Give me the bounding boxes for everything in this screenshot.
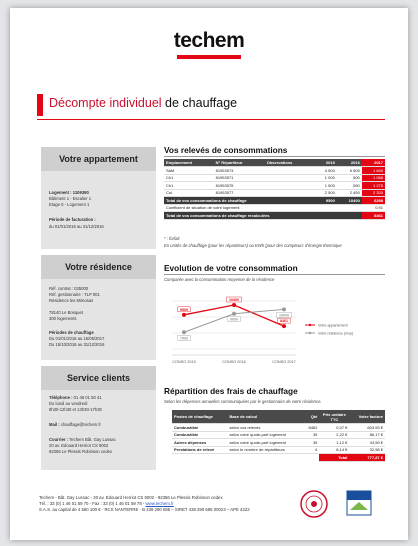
evolution-chart bbox=[164, 287, 385, 369]
table-cell: 1 640 bbox=[362, 167, 385, 175]
service-telephone-value: 01 46 01 50 41 bbox=[72, 395, 102, 400]
releves-note-forfait: * : forfait bbox=[164, 236, 180, 241]
table-cell: 81953573 bbox=[214, 167, 265, 175]
repartition-header-row bbox=[172, 410, 385, 424]
table-cell: 1,12 € bbox=[319, 439, 349, 447]
table-cell: 2 500 bbox=[314, 189, 337, 197]
page-title-prefix: Décompte individuel bbox=[49, 96, 162, 110]
footer-phone: Tél. : 33 (0) 1 46 01 59 70 - Fax : 33 (0) 1 46 01 59 78 - bbox=[39, 501, 146, 506]
releves-col-repartiteur: N° Répartiteur bbox=[214, 159, 265, 167]
table-cell: Cui bbox=[164, 189, 214, 197]
chart-legend-marker bbox=[309, 324, 311, 326]
footer-address: Techem - Bât. Gay Lussac - 20 av. Edouard Herriot CS 9002 - 92356 Le Plessis Robinson cedex bbox=[39, 495, 223, 500]
table-cell: selon vos relevés bbox=[227, 424, 303, 432]
releves-total-2017: 6298 bbox=[362, 197, 385, 205]
residence-heading: Votre résidence bbox=[41, 255, 156, 279]
residence-periode-1: Du 01/01/2016 au 15/05/2017 bbox=[49, 336, 105, 341]
repartition-heading: Répartition des frais de chauffage bbox=[164, 386, 298, 396]
residence-contrat: Réf. contrat : 025000 bbox=[49, 286, 89, 291]
service-courrier-line1: Techem Bât. Gay Lussac bbox=[68, 437, 116, 442]
table-cell: 32,58 € bbox=[349, 446, 385, 454]
releves-table bbox=[164, 159, 385, 220]
table-cell: 81953575 bbox=[214, 182, 265, 190]
chart-point bbox=[232, 303, 236, 307]
table-cell: 1 500 bbox=[314, 182, 337, 190]
table-cell: Combustible bbox=[172, 431, 227, 439]
repartition-table bbox=[172, 410, 385, 462]
table-cell: 43,59 € bbox=[349, 439, 385, 447]
techem-logo bbox=[10, 30, 408, 52]
footer-legal: S.A.S. au capital de 4 560 100 € · RCS NANTERRE · B 439 290 685 – SIRET 439 290 685 00023 – APE 4322 bbox=[39, 507, 250, 512]
service-jours: Du lundi au vendredi bbox=[49, 401, 88, 406]
chart-tick-label: CONSO 2015 bbox=[172, 360, 196, 364]
table-cell: 81953571 bbox=[214, 174, 265, 182]
service-heading: Service clients bbox=[41, 366, 156, 390]
page-title bbox=[49, 96, 237, 110]
evolution-subtitle: Comparée avec la consommation moyenne de la résidence bbox=[164, 277, 275, 282]
chart-data-label: 9600 bbox=[230, 317, 238, 322]
chart-tick-label: CONSO 2016 bbox=[222, 360, 246, 364]
title-accent-bar bbox=[37, 94, 43, 116]
releves-coef-row bbox=[164, 204, 385, 212]
table-cell: 603,53 € bbox=[349, 424, 385, 432]
releves-heading: Vos relevés de consommations bbox=[164, 145, 288, 155]
table-cell: 6 500 bbox=[337, 167, 362, 175]
apartment-heading: Votre appartement bbox=[41, 147, 156, 171]
apartment-periode-label-text: Période de facturation : bbox=[49, 217, 96, 222]
certification-seal-icon bbox=[300, 490, 328, 518]
table-row bbox=[164, 167, 385, 175]
table-cell: 39 bbox=[303, 431, 319, 439]
table-cell bbox=[265, 182, 314, 190]
releves-recalc-value: 8461 bbox=[362, 212, 385, 220]
chart-legend-label: Votre résidence (moy) bbox=[318, 331, 354, 336]
table-cell: selon le nombre de répartiteurs bbox=[227, 446, 303, 454]
table-cell: 2,22 € bbox=[319, 431, 349, 439]
table-row bbox=[172, 446, 385, 454]
chart-data-label: 7900 bbox=[180, 336, 188, 341]
repartition-col-postes: Postes de chauffage bbox=[172, 410, 227, 424]
table-cell bbox=[265, 167, 314, 175]
table-cell: 500 bbox=[337, 174, 362, 182]
table-row bbox=[164, 174, 385, 182]
table-cell: Autres dépenses bbox=[172, 439, 227, 447]
apartment-periode-label bbox=[49, 217, 96, 223]
table-cell: 4 500 bbox=[314, 167, 337, 175]
service-panel bbox=[41, 366, 156, 470]
apartment-panel bbox=[41, 147, 156, 249]
table-cell: 2 450 bbox=[337, 189, 362, 197]
title-divider bbox=[37, 119, 385, 120]
releves-col-emplacement: Emplacement bbox=[164, 159, 214, 167]
chart-point bbox=[232, 312, 236, 316]
rge-label-icon bbox=[344, 488, 374, 518]
repartition-subtitle: Selon les dépenses annuelles communiquées par le gestionnaire de votre résidence. bbox=[164, 399, 322, 404]
apartment-etage: Etage 0 - Logement 1 bbox=[49, 202, 90, 207]
residence-panel bbox=[41, 255, 156, 360]
table-cell: 86,17 € bbox=[349, 431, 385, 439]
releves-col-observations: Observations bbox=[265, 159, 314, 167]
table-cell: 0,07 € bbox=[319, 424, 349, 432]
document-sheet bbox=[10, 8, 408, 540]
table-cell: 1 000 bbox=[314, 174, 337, 182]
residence-gestionnaire: Réf. gestionnaire : TLP 001 bbox=[49, 292, 100, 297]
chart-data-label: 8461 bbox=[280, 319, 288, 324]
table-cell: 550 bbox=[337, 182, 362, 190]
table-cell: Combustible bbox=[172, 424, 227, 432]
page-title-suffix: de chauffage bbox=[161, 96, 238, 110]
chart-data-label: 9500 bbox=[180, 307, 188, 312]
repartition-total-spacer bbox=[172, 454, 319, 462]
apartment-batiment: Bâtiment 1 - Escalier 1 bbox=[49, 196, 92, 201]
service-telephone-label: Téléphone : bbox=[49, 395, 73, 400]
chart-point bbox=[282, 307, 286, 311]
repartition-col-facture: Votre facture bbox=[349, 410, 385, 424]
table-cell bbox=[265, 189, 314, 197]
table-cell: 39 bbox=[303, 439, 319, 447]
evolution-divider bbox=[164, 274, 385, 275]
table-cell: Prestations de relevé bbox=[172, 446, 227, 454]
table-cell: 8,14 € bbox=[319, 446, 349, 454]
apartment-logement-text: Logement : 1109390 bbox=[49, 190, 89, 195]
logo-wordmark: techem bbox=[173, 29, 245, 52]
service-courrier-line3: 92356 Le Plessis Robinson cedex bbox=[49, 449, 113, 454]
service-courrier-label: Courrier : bbox=[49, 437, 69, 442]
releves-header-row bbox=[164, 159, 385, 167]
releves-note-unites: En unités de chauffage (pour les répartiteurs) ou KWh (pour des compteurs d'énergie thermique bbox=[164, 243, 342, 248]
table-row bbox=[172, 439, 385, 447]
table-cell: 8462 bbox=[303, 424, 319, 432]
table-cell: 4 bbox=[303, 446, 319, 454]
logo-underline bbox=[177, 55, 241, 59]
releves-total-2015: 9500 bbox=[314, 197, 337, 205]
releves-coef-label: Coefficient de situation de votre logement bbox=[164, 204, 362, 212]
chart-data-label: 10000 bbox=[279, 313, 289, 318]
table-cell: 1 068 bbox=[362, 174, 385, 182]
table-row bbox=[164, 189, 385, 197]
service-horaires: 8h30-12h30 et 13h30-17h30 bbox=[49, 407, 102, 412]
repartition-total-value: 777,87 € bbox=[349, 454, 385, 462]
table-cell: 1 275 bbox=[362, 182, 385, 190]
table-cell: Ch1 bbox=[164, 174, 214, 182]
repartition-total-label: Total bbox=[319, 454, 349, 462]
table-row bbox=[172, 431, 385, 439]
residence-nom: Résidence les Mimosas bbox=[49, 298, 94, 303]
chart-point bbox=[282, 324, 286, 328]
residence-periodes-label-text: Périodes de chauffage bbox=[49, 330, 94, 335]
table-cell: Ch1 bbox=[164, 182, 214, 190]
residence-periode-2: Du 15/10/2016 au 31/12/2016 bbox=[49, 342, 105, 347]
repartition-col-qte: Qté bbox=[303, 410, 319, 424]
releves-divider bbox=[164, 156, 385, 157]
apartment-periode: du 01/01/2016 au 31/12/2016 bbox=[49, 224, 104, 229]
releves-recalc-label: Total de vos consommations de chauffage recalculées bbox=[164, 212, 362, 220]
chart-data-label: 10400 bbox=[229, 298, 239, 302]
chart-tick-label: CONSO 2017 bbox=[272, 360, 296, 364]
table-cell: 81953577 bbox=[214, 189, 265, 197]
service-mail bbox=[49, 422, 101, 428]
footer bbox=[39, 495, 250, 513]
table-cell: 2 320 bbox=[362, 189, 385, 197]
residence-logements: 300 logements bbox=[49, 316, 77, 321]
service-mail-value[interactable]: chauffage@techem.fr bbox=[59, 422, 101, 427]
releves-total-label: Total de vos consommations de chauffage bbox=[164, 197, 314, 205]
releves-total-row bbox=[164, 197, 385, 205]
repartition-col-prix: Prix unitaire TTC bbox=[319, 410, 349, 424]
residence-adresse: 78140 Le Bosquet bbox=[49, 310, 83, 315]
evolution-heading: Evolution de votre consommation bbox=[164, 263, 298, 273]
table-row bbox=[172, 424, 385, 432]
releves-coef-value: 0,91 bbox=[362, 204, 385, 212]
table-cell: selon votre quote-part logement bbox=[227, 431, 303, 439]
releves-recalc-row bbox=[164, 212, 385, 220]
releves-col-2016: 2016 bbox=[337, 159, 362, 167]
chart-legend-marker bbox=[309, 332, 311, 334]
table-row bbox=[164, 182, 385, 190]
chart-point bbox=[182, 313, 186, 317]
service-mail-label: Mail : bbox=[49, 422, 60, 427]
repartition-col-base: Base de calcul bbox=[227, 410, 303, 424]
table-cell bbox=[265, 174, 314, 182]
releves-col-2017: 2017 bbox=[362, 159, 385, 167]
chart-point bbox=[182, 330, 186, 334]
footer-website-link[interactable]: www.techem.fr bbox=[145, 501, 174, 506]
service-courrier-line2: 20 av. Edouard Herriot CS 9002 bbox=[49, 443, 109, 448]
releves-total-2016: 10400 bbox=[337, 197, 362, 205]
repartition-total-row bbox=[172, 454, 385, 462]
table-cell: selon votre quote-part logement bbox=[227, 439, 303, 447]
chart-legend-label: Votre appartement bbox=[318, 323, 348, 328]
table-cell: SàM bbox=[164, 167, 214, 175]
releves-col-2015: 2015 bbox=[314, 159, 337, 167]
